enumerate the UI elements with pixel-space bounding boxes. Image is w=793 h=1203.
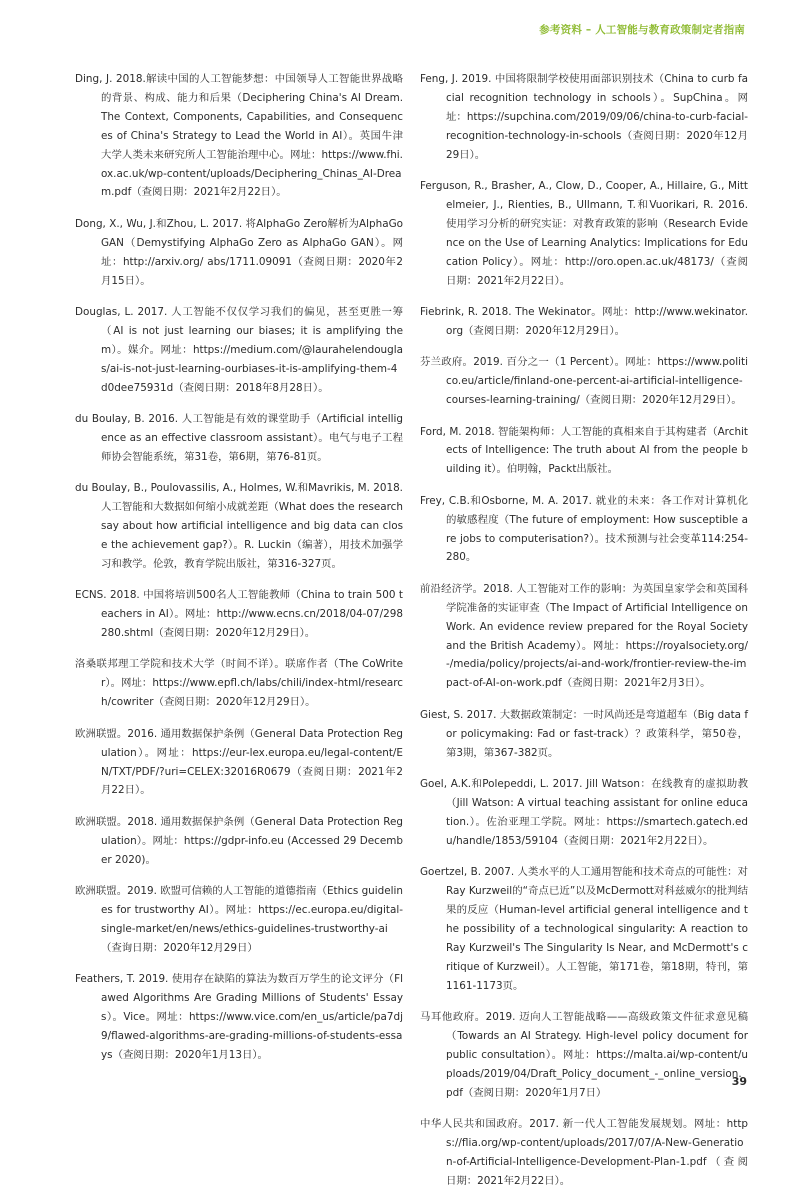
reference-entry: Feng, J. 2019. 中国将限制学校使用面部识别技术（China to curb facial recognition technology in schools）。SupChina。网址：https://supchina.com/2019/09/06/china-to-curb-facial-recognition-technology-in-schools（查阅日期：2020年12月29日）。	[420, 73, 748, 161]
reference-entry: 欧洲联盟。2018. 通用数据保护条例（General Data Protection Regulation）。网址：https://gdpr-info.eu (Accessed 29 December 2020)。	[75, 815, 403, 866]
reference-entry: 芬兰政府。2019. 百分之一（1 Percent）。网址：https://www.politico.eu/article/finland-one-percent-ai-artificial-intelligence-courses-learning-training/（查阅日期：2020年12月29日）。	[420, 356, 748, 407]
page-number: 39	[731, 1075, 747, 1088]
reference-entry: Goel, A.K.和Polepeddi, L. 2017. Jill Watson：在线教育的虚拟助教（Jill Watson: A virtual teaching assistant for online education.）。佐治亚理工学院。网址：https://smartech.gatech.edu/handle/1853/59104（查阅日期：2021年2月22日）。	[420, 778, 748, 847]
reference-entry: 前沿经济学。2018. 人工智能对工作的影响：为英国皇家学会和英国科学院准备的实证审查（The Impact of Artificial Intelligence on Work. An evidence review prepared for the Royal Society and the British Academy）。网址：https://royalsociety.org/-/media/policy/projects/ai-and-work/frontier-review-the-impact-of-AI-on-work.pdf（查阅日期：2021年2月3日）。	[420, 582, 748, 690]
reference-entry: 洛桑联邦理工学院和技术大学（时间不详）。联席作者（The CoWriter）。网址：https://www.epfl.ch/labs/chili/index-html/research/cowriter（查阅日期：2020年12月29日）。	[75, 658, 403, 709]
reference-entry: Dong, X., Wu, J.和Zhou, L. 2017. 将AlphaGo Zero解析为AlphaGo GAN（Demystifying AlphaGo Zero as AlphaGo GAN）。网址：http://arxiv.org/ abs/1711.09091（查阅日期：2020年2月15日）。	[75, 217, 403, 287]
reference-column-right	[420, 70, 748, 1203]
running-header: 参考资料 – 人工智能与教育政策制定者指南	[539, 24, 745, 36]
reference-entry: 马耳他政府。2019. 迈向人工智能战略——高级政策文件征求意见稿（Towards an AI Strategy. High-level policy document for public consultation）。网址：https://malta.ai/wp-content/uploads/2019/04/Draft_Policy_document_-_online_version.pdf（查阅日期：2020年1月7日）	[420, 1010, 748, 1099]
reference-entry: Frey, C.B.和Osborne, M. A. 2017. 就业的未来：各工作对计算机化的敏感程度（The future of employment: How susceptible are jobs to computerisation?）。技术预测与社会变革114:254-280。	[420, 494, 748, 564]
reference-entry: Ford, M. 2018. 智能架构师：人工智能的真相来自于其构建者（Architects of Intelligence: The truth about AI from the people building it）。伯明翰，Packt出版社。	[420, 425, 748, 476]
reference-entry: Ferguson, R., Brasher, A., Clow, D., Cooper, A., Hillaire, G., Mittelmeier, J., Rienties, B., Ullmann, T.和Vuorikari, R. 2016. 使用学习分析的研究实证：对教育政策的影响（Research Evidence on the Use of Learning Analytics: Implications for Education Policy）。网址：http://oro.open.ac.uk/48173/（查阅日期：2021年2月22日）。	[420, 180, 748, 287]
reference-entry: 欧洲联盟。2019. 欧盟可信赖的人工智能的道德指南（Ethics guidelines for trustworthy AI）。网址：https://ec.europa.eu/digital-single-market/en/news/ethics-guidelines-trustworthy-ai（查询日期：2020年12月29日）	[75, 885, 403, 954]
reference-entry: Fiebrink, R. 2018. The Wekinator。网址：http://www.wekinator.org（查阅日期：2020年12月29日）。	[420, 305, 748, 337]
reference-entry: du Boulay, B. 2016. 人工智能是有效的课堂助手（Artificial intelligence as an effective classroom assistant）。电气与电子工程师协会智能系统，第31卷，第6期，第76-81页。	[75, 413, 403, 463]
reference-entry: Ding, J. 2018.解读中国的人工智能梦想：中国领导人工智能世界战略的背景、构成、能力和后果（Deciphering China's AI Dream. The Context, Components, Capabilities, and Consequences of China's Strategy to Lead the World in AI）。英国牛津大学人类未来研究所人工智能治理中心。网址：https://www.fhi.ox.ac.uk/wp-content/uploads/Deciphering_Chinas_AI-Dream.pdf（查阅日期：2021年2月22日）。	[75, 73, 403, 199]
reference-column-left	[75, 70, 403, 1077]
reference-entry: Douglas, L. 2017. 人工智能不仅仅学习我们的偏见，甚至更胜一筹（AI is not just learning our biases; it is amplifying them）。媒介。网址：https://medium.com/@laurahelendouglas/ai-is-not-just-learning-ourbiases-it-is-amplifying-them-4d0dee75931d（查阅日期：2018年8月28日）。	[75, 305, 403, 394]
reference-entry: du Boulay, B., Poulovassilis, A., Holmes, W.和Mavrikis, M. 2018. 人工智能和大数据如何缩小成就差距（What does the research say about how artificial intelligence and big data can close the achievement gap?）。R. Luckin（编著），用技术加强学习和教学。伦敦，教育学院出版社，第316-327页。	[75, 482, 403, 570]
reference-entry: Giest, S. 2017. 大数据政策制定：一时风尚还是弯道超车（Big data for policymaking: Fad or fast-track）？政策科学，第50卷，第3期，第367-382页。	[420, 708, 748, 759]
reference-entry: ECNS. 2018. 中国将培训500名人工智能教师（China to train 500 teachers in AI）。网址：http://www.ecns.cn/2018/04-07/298280.shtml（查阅日期：2020年12月29日）。	[75, 589, 403, 640]
reference-entry: 欧洲联盟。2016. 通用数据保护条例（General Data Protection Regulation）。网址：https://eur-lex.europa.eu/legal-content/EN/TXT/PDF/?uri=CELEX:32016R0679（查阅日期：2021年2月22日）。	[75, 727, 403, 797]
reference-entry: 中华人民共和国政府。2017. 新一代人工智能发展规划。网址：https://flia.org/wp-content/uploads/2017/07/A-New-Generation-of-Artificial-Intelligence-Development-Plan-1.pdf（查阅日期：2021年2月22日）。	[420, 1118, 748, 1187]
reference-entry: Goertzel, B. 2007. 人类水平的人工通用智能和技术奇点的可能性：对Ray Kurzweil的“奇点已近”以及McDermott对科兹威尔的批判结果的反应（Human-level artificial general intelligence and the possibility of a technological singularity: A reaction to Ray Kurzweil's The Singularity Is Near, and McDermott's critique of Kurzweil）。人工智能，第171卷，第18期，特刊，第1161-1173页。	[420, 866, 748, 992]
reference-entry: Feathers, T. 2019. 使用存在缺陷的算法为数百万学生的论文评分（Flawed Algorithms Are Grading Millions of Students' Essays）。Vice。网址：https://www.vice.com/en_us/article/pa7dj9/flawed-algorithms-are-grading-millions-of-students-essays（查阅日期：2020年1月13日）。	[75, 973, 403, 1061]
